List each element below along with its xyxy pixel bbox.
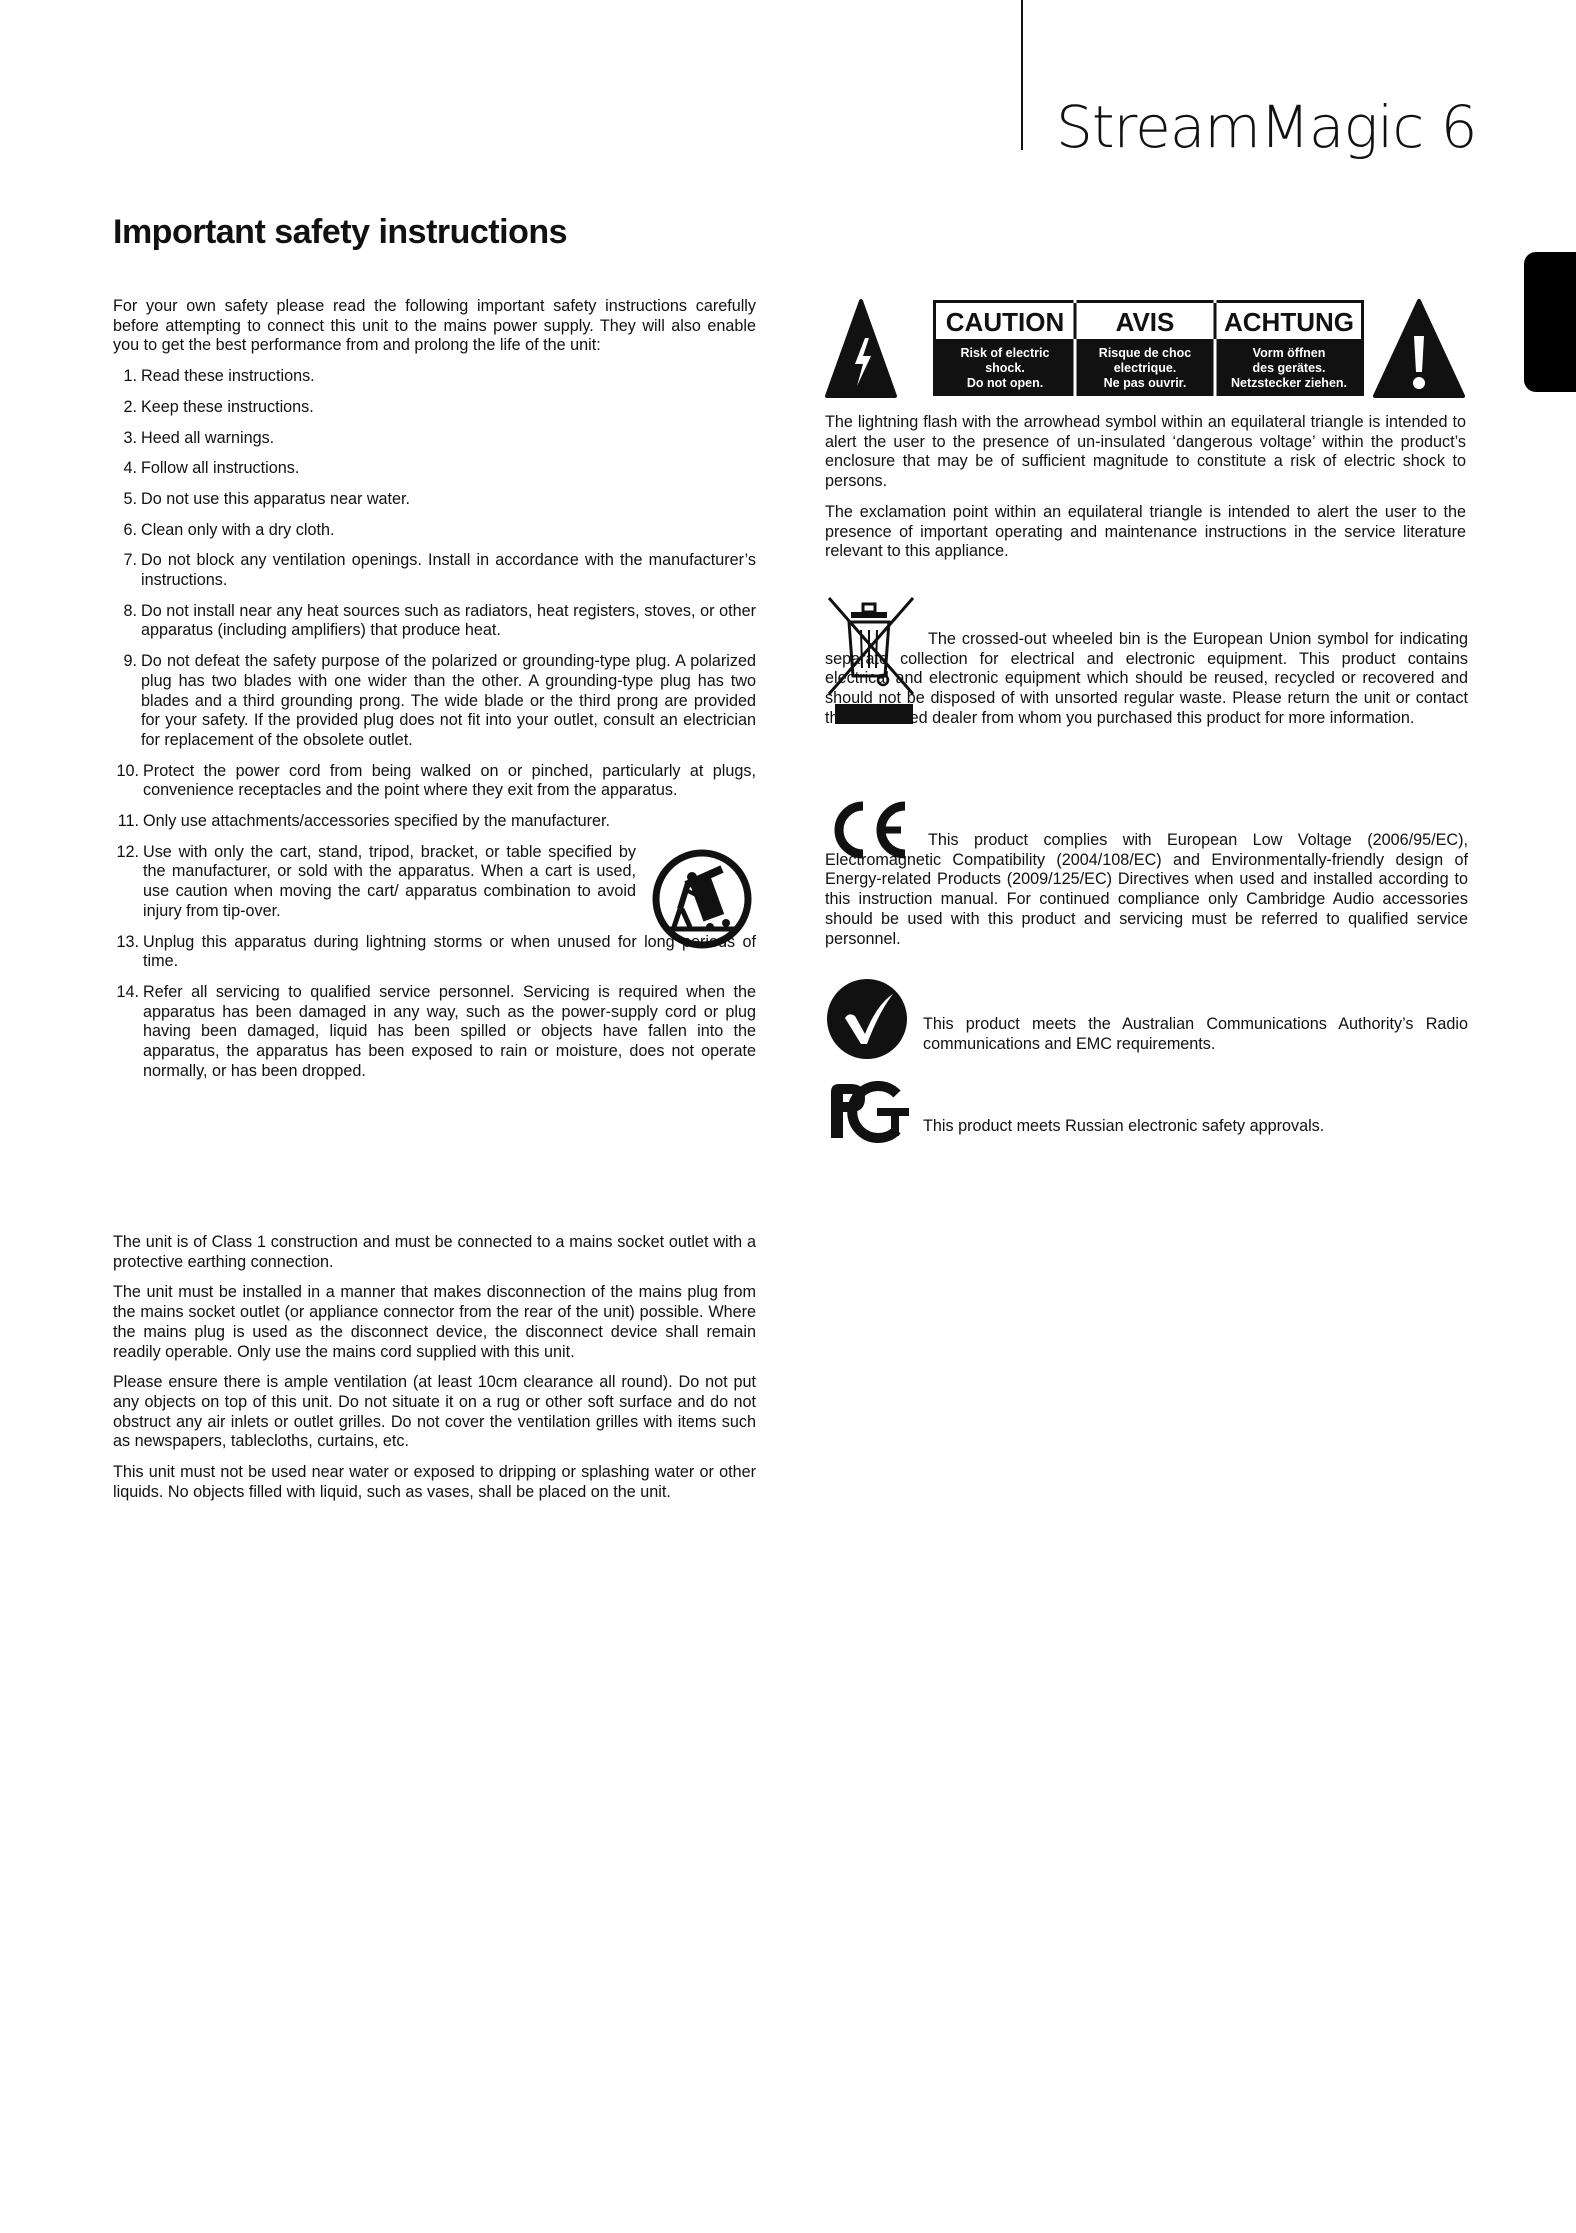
list-item: 13. Unplug this apparatus during lightning storms or when unused for long periods of time.: [116, 932, 756, 971]
svg-text:Risque de choc: Risque de choc: [1098, 346, 1192, 360]
svg-text:Risk of electric: Risk of electric: [960, 346, 1050, 360]
instructions-list: [113, 367, 756, 1081]
intro-paragraph: For your own safety please read the following important safety instructions carefully before attempting to connect this unit to the mains power supply. They will also enable you to get the best performance from and prolong the life of the unit:: [113, 297, 756, 355]
list-item-cart: 12. Use with only the cart, stand, tripod, bracket, or table specified by the manufacturer, or sold with the apparatus. When a cart is used, use caution when moving the cart/ apparatus combination to avoid injury from tip-over.: [113, 843, 756, 922]
list-item: 9. Do not defeat the safety purpose of the polarized or grounding-type plug. A polarized plug has two blades with one wider than the other. A grounding-type plug has two blades and a third grounding prong. The wide blade or the third prong are provided for your safety. If the provided plug does not fit into your outlet, consult an electrician for replacement of the obsolete outlet.: [123, 652, 756, 749]
ce-section: [825, 798, 1470, 958]
gost-explanation: This product meets Russian electronic safety approvals.: [923, 1117, 1325, 1135]
list-item: 6. Clean only with a dry cloth.: [123, 520, 335, 539]
list-item: 14. Refer all servicing to qualified service personnel. Servicing is required when the apparatus has been damaged in any way, such as the power-supply cord or plug having been damaged, liquid has been spilled or objects have fallen into the apparatus, the apparatus has been exposed to rain or moisture, does not operate normally, or has been dropped.: [116, 982, 756, 1080]
language-tab: [1524, 252, 1576, 392]
weee-section: [825, 594, 1470, 774]
ctick-explanation: This product meets the Australian Communications Authority’s Radio communications and EMC requirements.: [923, 1015, 1468, 1053]
svg-text:electrique.: electrique.: [1113, 361, 1177, 375]
list-item: 7. Do not block any ventilation openings. Install in accordance with the manufacturer’s instructions.: [123, 551, 756, 590]
class1-section: [113, 1233, 756, 1513]
svg-text:Do not open.: Do not open.: [966, 376, 1044, 390]
svg-text:AVIS: AVIS: [1115, 307, 1175, 337]
svg-text:Vorm öffnen: Vorm öffnen: [1252, 346, 1326, 360]
ce-explanation: This product complies with European Low Voltage (2006/95/EC), Electromagnetic Compatibility (2004/108/EC) and Environmentally-friendly design of Energy-related Products (2009/125/EC) Directives when used and installed according to this instruction manual. For continued compliance only Cambridge Audio accessories should be used with this product and servicing must be referred to qualified service personnel.: [825, 831, 1468, 948]
exclamation-triangle-icon: [1375, 301, 1463, 396]
list-item: 4. Follow all instructions.: [123, 459, 300, 478]
svg-text:des gerätes.: des gerätes.: [1252, 361, 1326, 375]
caution-label-box: [933, 300, 1364, 396]
weee-explanation: The crossed-out wheeled bin is the European Union symbol for indicating separate collection for electrical and electronic equipment. This product contains electrical and electronic equipment which should be reused, recycled or recovered and should not be disposed of with unsorted regular waste. Please return the unit or contact the authorised dealer from whom you purchased this product for more information.: [825, 630, 1468, 727]
ctick-section: [825, 978, 1470, 1058]
svg-text:CAUTION: CAUTION: [945, 307, 1065, 337]
svg-text:ACHTUNG: ACHTUNG: [1224, 307, 1354, 337]
header-divider: [1021, 0, 1023, 150]
ventilation-paragraph: Please ensure there is ample ventilation (at least 10cm clearance all round). Do not put any objects on top of this unit. Do not situate it on a rug or other soft surface and do not obstruct any air inlets or outlet grilles. Do not cover the ventilation grilles with items such as newspapers, tablecloths, curtains, etc.: [113, 1373, 756, 1451]
instructions-column: [113, 297, 756, 1093]
water-paragraph: This unit must not be used near water or exposed to dripping or splashing water or other liquids. No objects filled with liquid, such as vases, shall be placed on the unit.: [113, 1463, 756, 1501]
caution-banner-graphic: [825, 298, 1465, 398]
caution-banner: [825, 298, 1465, 398]
list-item: 2. Keep these instructions.: [123, 397, 314, 416]
gost-r-icon: [825, 1078, 911, 1151]
cart-warning-text: Use with only the cart, stand, tripod, bracket, or table specified by the manufacturer, or sold with the apparatus. When a cart is used, use caution when moving the cart/ apparatus combination to avoid injury from tip-over.: [143, 842, 636, 920]
c-tick-icon: [825, 978, 909, 1065]
svg-text:Ne pas ouvrir.: Ne pas ouvrir.: [1103, 376, 1187, 390]
brand-logo: StreamMagic 6: [1056, 93, 1477, 161]
exclamation-explanation: The exclamation point within an equilateral triangle is intended to alert the user to the presence of important operating and maintenance instructions in the service literature relevant to this appliance.: [825, 502, 1466, 561]
page-title: Important safety instructions: [113, 213, 568, 251]
list-item: 11. Only use attachments/accessories specified by the manufacturer.: [117, 812, 610, 831]
class1-paragraph: The unit is of Class 1 construction and must be connected to a mains socket outlet with a protective earthing connection.: [113, 1233, 756, 1271]
list-item: 8. Do not install near any heat sources such as radiators, heat registers, stoves, or other apparatus (including amplifiers) that produce heat.: [123, 601, 756, 640]
list-item: 1. Read these instructions.: [123, 367, 315, 386]
svg-text:Netzstecker ziehen.: Netzstecker ziehen.: [1230, 376, 1348, 390]
list-item: 5. Do not use this apparatus near water.: [123, 489, 411, 508]
lightning-explanation: The lightning flash with the arrowhead symbol within an equilateral triangle is intended to alert the user to the presence of un-insulated ‘dangerous voltage’ within the product’s enclosure that may be of sufficient magnitude to constitute a risk of electric shock to persons.: [825, 413, 1466, 491]
svg-text:shock.: shock.: [985, 361, 1025, 375]
symbols-column: [825, 413, 1466, 573]
lightning-triangle-icon: [827, 301, 895, 396]
gost-section: [825, 1078, 1470, 1150]
disconnect-paragraph: The unit must be installed in a manner that makes disconnection of the mains plug from the mains socket outlet (or appliance connector from the rear of the unit) possible. Where the mains plug is used as the disconnect device, the disconnect device shall remain readily operable. Only use the mains cord supplied with this unit.: [113, 1283, 756, 1361]
list-item: 3. Heed all warnings.: [123, 428, 275, 447]
list-item: 10. Protect the power cord from being walked on or pinched, particularly at plugs, convenience receptacles and the point where they exit from the apparatus.: [116, 761, 756, 800]
